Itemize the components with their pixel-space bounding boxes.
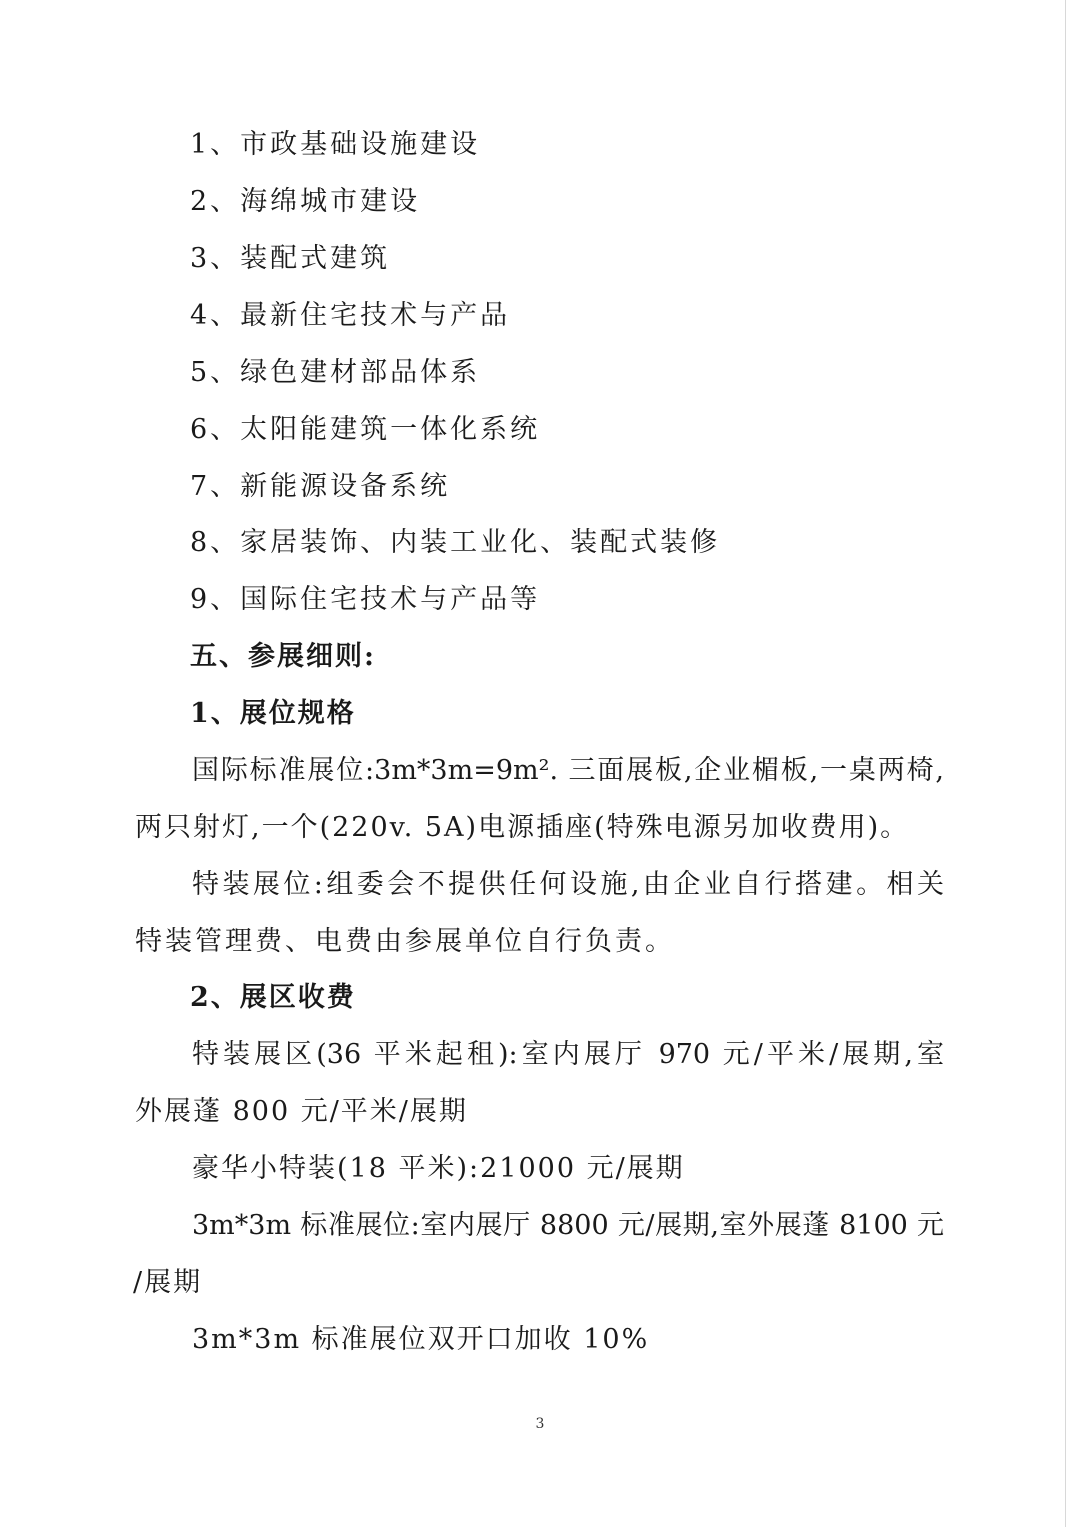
fee-double-open: 3m*3m 标准展位双开口加收 10%: [192, 1324, 650, 1355]
list-item-5: 5、绿色建材部品体系: [190, 357, 481, 388]
special-booth-line-2: 特装管理费、电费由参展单位自行负责。: [135, 926, 675, 957]
booth-spec-line-1: 国际标准展位:3m*3m=9m². 三面展板,企业楣板,一桌两椅,: [192, 755, 944, 786]
list-item-9: 9、国际住宅技术与产品等: [190, 584, 541, 615]
booth-spec-line-2: 两只射灯,一个(220v. 5A)电源插座(特殊电源另加收费用)。: [135, 812, 910, 843]
list-item-6: 6、太阳能建筑一体化系统: [190, 414, 541, 445]
fee-special-line-2: 外展蓬 800 元/平米/展期: [135, 1096, 468, 1127]
list-item-3: 3、装配式建筑: [190, 243, 391, 274]
fee-standard-line-1: 3m*3m 标准展位:室内展厅 8800 元/展期,室外展蓬 8100 元: [192, 1210, 944, 1241]
scan-edge-line: [1065, 0, 1066, 1527]
list-item-2: 2、海绵城市建设: [190, 186, 421, 217]
page-number: 3: [535, 1416, 545, 1432]
special-booth-line-1: 特装展位:组委会不提供任何设施,由企业自行搭建。相关: [192, 869, 944, 900]
fee-luxury: 豪华小特装(18 平米):21000 元/展期: [192, 1153, 685, 1184]
fee-standard-line-2: /展期: [133, 1267, 203, 1298]
list-item-1: 1、市政基础设施建设: [190, 129, 481, 160]
subsection-heading-fees: 2、展区收费: [190, 982, 356, 1013]
list-item-4: 4、最新住宅技术与产品: [190, 300, 511, 331]
fee-special-line-1: 特装展区(36 平米起租):室内展厅 970 元/平米/展期,室: [192, 1039, 944, 1070]
subsection-heading-booth-spec: 1、展位规格: [190, 698, 356, 729]
list-item-8: 8、家居装饰、内装工业化、装配式装修: [190, 527, 721, 558]
list-item-7: 7、新能源设备系统: [190, 471, 451, 502]
section-heading: 五、参展细则:: [190, 641, 376, 672]
